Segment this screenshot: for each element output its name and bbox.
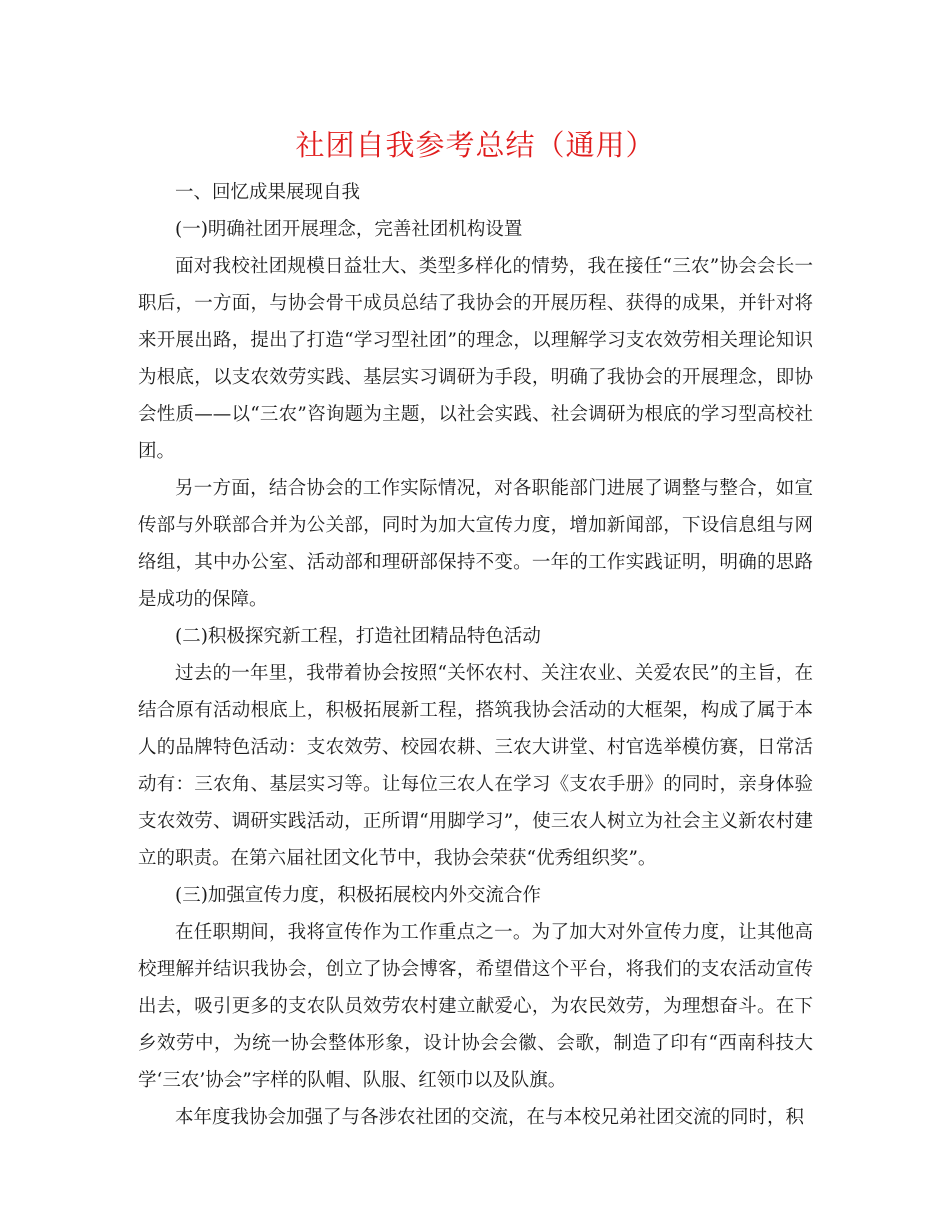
section-heading-1: 一、回忆成果展现自我 <box>175 182 361 203</box>
paragraph-3: 过去的一年里，我带着协会按照“关怀农村、关注农业、关爱农民”的主旨，在结合原有活动根底上，积极拓展新工程，搭筑我协会活动的大框架，构成了属于本人的品牌特色活动：支农效劳、校园农耕、三农大讲堂、村官选举模仿赛，日常活动有：三农角、基层实习等。让每位三农人在学习《支农手册》的同时，亲身体验支农效劳、调研实践活动，正所谓“用脚学习”，使三农人树立为社会主义新农村建立的职责。在第六届社团文化节中，我协会荣获“优秀组织奖”。 <box>138 663 813 869</box>
subsection-heading-2: (二)积极探究新工程，打造社团精品特色活动 <box>175 626 541 647</box>
subsection-heading-3: (三)加强宣传力度，积极拓展校内外交流合作 <box>175 885 541 906</box>
paragraph-2: 另一方面，结合协会的工作实际情况，对各职能部门进展了调整与整合，如宣传部与外联部合并为公关部，同时为加大宣传力度，增加新闻部，下设信息组与网络组，其中办公室、活动部和理研部保持不变。一年的工作实践证明，明确的思路是成功的保障。 <box>138 478 813 610</box>
paragraph-4: 在任职期间，我将宣传作为工作重点之一。为了加大对外宣传力度，让其他高校理解并结识我协会，创立了协会博客，希望借这个平台，将我们的支农活动宣传出去，吸引更多的支农队员效劳农村建立献爱心，为农民效劳，为理想奋斗。在下乡效劳中，为统一协会整体形象，设计协会会徽、会歌，制造了印有“西南科技大学‘三农’协会”字样的队帽、队服、红领巾以及队旗。 <box>138 922 813 1091</box>
document-body <box>138 118 813 1136</box>
paragraph-5: 本年度我协会加强了与各涉农社团的交流，在与本校兄弟社团交流的同时，积 <box>175 1107 805 1128</box>
paragraph-1: 面对我校社团规模日益壮大、类型多样化的情势，我在接任“三农”协会会长一职后，一方面，与协会骨干成员总结了我协会的开展历程、获得的成果，并针对将来开展出路，提出了打造“学习型社团”的理念，以理解学习支农效劳相关理论知识为根底，以支农效劳实践、基层实习调研为手段，明确了我协会的开展理念，即协会性质——以“三农”咨询题为主题，以社会实践、社会调研为根底的学习型高校社团。 <box>138 256 813 462</box>
subsection-heading-1: (一)明确社团开展理念，完善社团机构设置 <box>175 219 523 240</box>
document-title: 社团自我参考总结（通用） <box>295 128 656 162</box>
